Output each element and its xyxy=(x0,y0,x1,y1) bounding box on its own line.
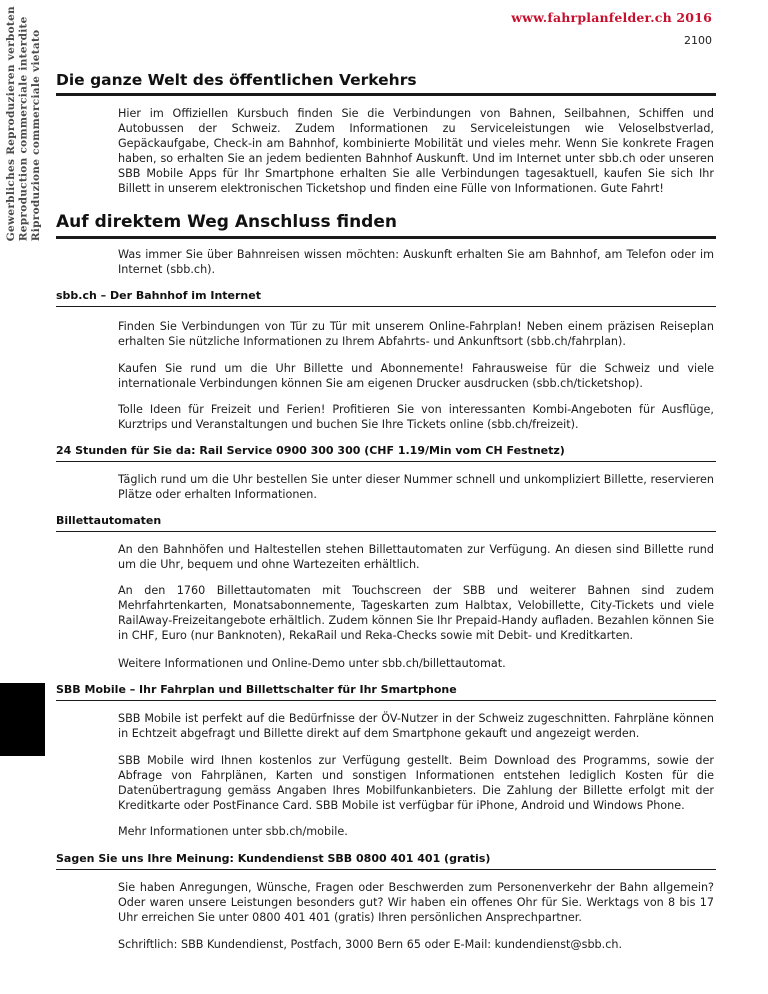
anschluss-title: Auf direktem Weg Anschluss finden xyxy=(56,212,397,232)
automaten-heading-block xyxy=(56,514,716,532)
railservice-rule xyxy=(56,461,716,462)
copyright-line-de: Gewerbliches Reproduzieren verboten xyxy=(5,6,17,242)
anschluss-heading-block xyxy=(56,213,716,239)
automaten-paragraph-3: Weitere Informationen und Online-Demo unter sbb.ch/billettautomat. xyxy=(118,657,506,670)
intro-heading-block xyxy=(56,72,716,96)
automaten-title: Billettautomaten xyxy=(56,514,162,527)
internet-paragraph-2: Kaufen Sie rund um die Uhr Billette und Abonnemente! Fahrausweise für die Schweiz und viele internationale Verbindungen können Sie am eigenen Drucker ausdrucken (sbb.ch/ticketshop). xyxy=(118,362,714,390)
kundendienst-title: Sagen Sie uns Ihre Meinung: Kundendienst SBB 0800 401 401 (gratis) xyxy=(56,852,491,865)
mobile-heading-block xyxy=(56,683,716,701)
mobile-paragraph-2: SBB Mobile wird Ihnen kostenlos zur Verfügung gestellt. Beim Download des Programms, sowie der Abfrage von Fahrplänen, Karten und sonstigen Informationen entstehen lediglich Kosten für die Datenübertragung gemäss Angaben Ihres Mobilfunkanbieters. Die Zahlung der Billette erfolgt mit der Kreditkarte oder PostFinance Card. SBB Mobile ist verfügbar für iPhone, Android und Windows Phone. xyxy=(118,754,714,812)
internet-paragraph-3: Tolle Ideen für Freizeit und Ferien! Profitieren Sie von interessanten Kombi-Angeboten für Ausflüge, Kurztrips und Veranstaltungen und buchen Sie Ihre Tickets online (sbb.ch/freizeit). xyxy=(118,403,714,431)
copyright-line-fr: Reproduction commerciale interdite xyxy=(17,16,30,242)
site-url[interactable]: www.fahrplanfelder.ch 2016 xyxy=(511,10,712,25)
internet-paragraph-1: Finden Sie Verbindungen von Tür zu Tür mit unserem Online-Fahrplan! Neben einem präzisen Reiseplan erhalten Sie nützliche Informationen zu Ihrem Abfahrts- und Ankunftsort (sbb.ch/fahrplan). xyxy=(118,320,714,348)
copyright-notice xyxy=(5,6,43,241)
intro-text: Hier im Offiziellen Kursbuch finden Sie die Verbindungen von Bahnen, Seilbahnen, Schiffen und Autobussen der Schweiz. Zudem Informationen zu Serviceleistungen wie Veloselbstverlad, Gepäckaufgabe, Check-in am Bahnhof, kombinierte Mobilität und vieles mehr. Wenn Sie konkrete Fragen haben, so erhalten Sie an jedem bedienten Bahnhof Auskunft. Und im Internet unter sbb.ch oder unseren SBB Mobile Apps für Ihr Smartphone erhalten Sie alle Verbindungen tagesaktuell, kaufen Sie sich Ihr Billett in unserem elektronischen Ticketshop und finden eine Fülle von Informationen. Gute Fahrt! xyxy=(118,107,714,195)
railservice-paragraph-1: Täglich rund um die Uhr bestellen Sie unter dieser Nummer schnell und unkompliziert Billette, reservieren Plätze oder erhalten Informationen. xyxy=(118,473,714,501)
copyright-line-it: Riproduzione commerciale vietato xyxy=(30,29,42,242)
automaten-rule xyxy=(56,531,716,532)
internet-title: sbb.ch – Der Bahnhof im Internet xyxy=(56,289,261,302)
kundendienst-heading-block xyxy=(56,852,716,870)
anschluss-text: Was immer Sie über Bahnreisen wissen möchten: Auskunft erhalten Sie am Bahnhof, am Telefon oder im Internet (sbb.ch). xyxy=(118,248,714,276)
mobile-paragraph-1: SBB Mobile ist perfekt auf die Bedürfnisse der ÖV-Nutzer in der Schweiz zugeschnitten. Fahrpläne können in Echtzeit abgefragt und Billette direkt auf dem Smartphone gekauft und angezeigt werden. xyxy=(118,712,714,740)
intro-rule xyxy=(56,93,716,96)
railservice-title: 24 Stunden für Sie da: Rail Service 0900 300 300 (CHF 1.19/Min vom CH Festnetz) xyxy=(56,444,565,457)
kundendienst-rule xyxy=(56,869,716,870)
kundendienst-paragraph-1: Sie haben Anregungen, Wünsche, Fragen oder Beschwerden zum Personenverkehr der Bahn allgemein? Oder waren unsere Leistungen besonders gut? Wir haben ein offenes Ohr für Sie. Werktags von 8 bis 17 Uhr erreichen Sie unter 0800 401 401 (gratis) Ihren persönlichen Ansprechpartner. xyxy=(118,881,714,924)
internet-heading-block xyxy=(56,289,716,307)
mobile-title: SBB Mobile – Ihr Fahrplan und Billettschalter für Ihr Smartphone xyxy=(56,683,457,696)
intro-title: Die ganze Welt des öffentlichen Verkehrs xyxy=(56,71,417,89)
automaten-paragraph-1: An den Bahnhöfen und Haltestellen stehen Billettautomaten zur Verfügung. An diesen sind Billette rund um die Uhr, bequem und ohne Wartezeiten erhältlich. xyxy=(118,543,714,571)
railservice-heading-block xyxy=(56,444,716,462)
internet-rule xyxy=(56,306,716,307)
anschluss-rule xyxy=(56,236,716,239)
section-tab-marker xyxy=(0,683,45,756)
page-number: 2100 xyxy=(684,34,712,47)
mobile-paragraph-3: Mehr Informationen unter sbb.ch/mobile. xyxy=(118,825,348,838)
automaten-paragraph-2: An den 1760 Billettautomaten mit Touchscreen der SBB und weiterer Bahnen sind zudem Mehrfahrtenkarten, Monatsabonnemente, Tageskarten zum Halbtax, Velobillette, City-Tickets und viele RailAway-Freizeitangebote erhältlich. Zudem können Sie Ihr Prepaid-Handy aufladen. Bezahlen können Sie in CHF, Euro (nur Banknoten), RekaRail und Reka-Checks sowie mit Debit- und Kreditkarten. xyxy=(118,584,714,642)
mobile-rule xyxy=(56,700,716,701)
kundendienst-paragraph-2: Schriftlich: SBB Kundendienst, Postfach, 3000 Bern 65 oder E-Mail: kundendienst@sbb.ch. xyxy=(118,938,622,951)
